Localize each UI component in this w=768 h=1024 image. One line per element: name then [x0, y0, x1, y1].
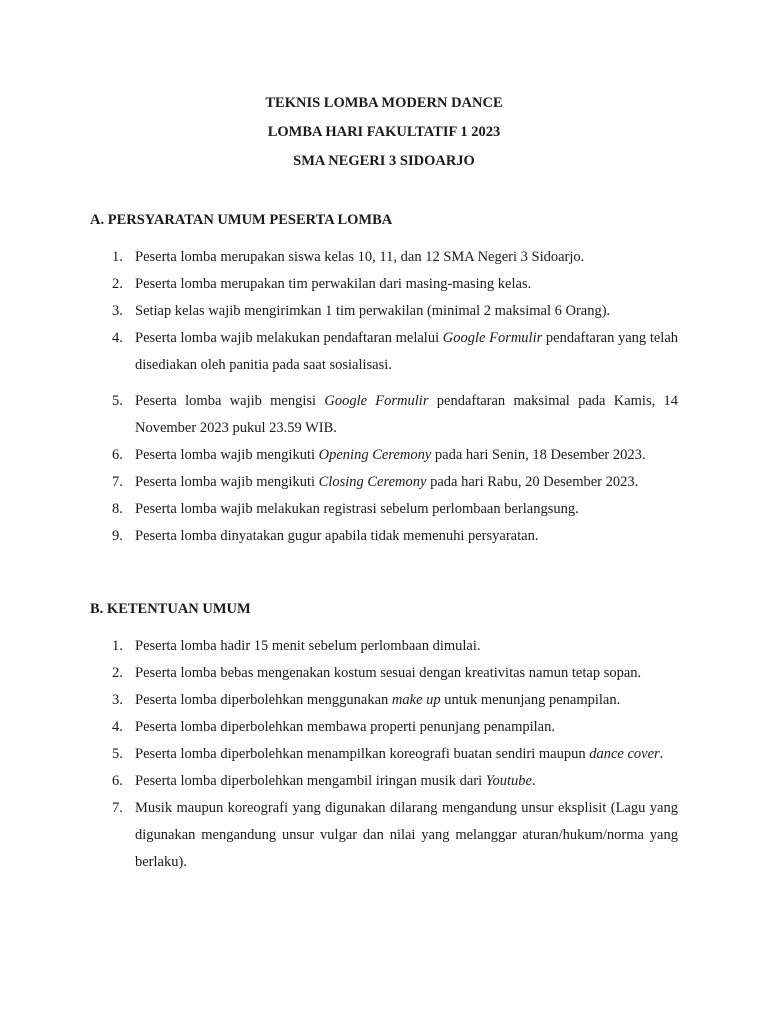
school-title: SMA NEGERI 3 SIDOARJO: [293, 153, 475, 169]
list-item-number: 4.: [112, 719, 123, 735]
section-a-heading: A. PERSYARATAN UMUM PESERTA LOMBA: [90, 212, 393, 228]
italic-term: Google Formulir: [442, 330, 543, 346]
list-item-number: 8.: [112, 501, 123, 517]
list-item-text: Peserta lomba diperbolehkan menggunakan: [135, 692, 392, 708]
list-item-text: untuk menunjang penampilan.: [440, 692, 621, 708]
list-item-text: Peserta lomba merupakan siswa kelas 10, 11, dan 12 SMA Negeri 3 Sidoarjo.: [135, 249, 585, 265]
section-b-list: [0, 633, 768, 876]
italic-term: Google Formulir: [324, 393, 429, 409]
section-b-heading: B. KETENTUAN UMUM: [90, 601, 251, 617]
italic-term: make up: [391, 692, 441, 708]
list-item-number: 5.: [112, 746, 123, 762]
list-item-number: 6.: [112, 773, 123, 789]
list-item-text: Peserta lomba diperbolehkan membawa properti penunjang penampilan.: [135, 719, 555, 735]
list-item-number: 2.: [112, 665, 123, 681]
list-item: [0, 388, 678, 442]
italic-term: Youtube: [485, 773, 532, 789]
event-title: LOMBA HARI FAKULTATIF 1 2023: [267, 124, 501, 140]
section-a-list: [0, 244, 768, 550]
list-item-text: Setiap kelas wajib mengirimkan 1 tim perwakilan (minimal 2 maksimal 6 Orang).: [135, 303, 611, 319]
list-item: [0, 442, 678, 469]
list-item-number: 3.: [112, 303, 123, 319]
list-item-text: Peserta lomba bebas mengenakan kostum sesuai dengan kreativitas namun tetap sopan.: [135, 665, 642, 681]
list-item-text: pada hari Senin, 18 Desember 2023.: [431, 447, 646, 463]
list-item-number: 7.: [112, 474, 123, 490]
list-item: [0, 271, 678, 298]
list-item: [0, 768, 678, 795]
list-item: [0, 523, 678, 550]
list-item-text: .: [659, 746, 664, 762]
list-item-number: 9.: [112, 528, 123, 544]
list-item: [0, 469, 678, 496]
list-item-text: Peserta lomba wajib mengikuti: [135, 447, 319, 463]
list-item-text: .: [531, 773, 536, 789]
list-item-number: 6.: [112, 447, 123, 463]
document-title: TEKNIS LOMBA MODERN DANCE: [265, 95, 503, 111]
list-item-text: Peserta lomba wajib melakukan registrasi sebelum perlombaan berlangsung.: [135, 501, 579, 517]
list-item-number: 2.: [112, 276, 123, 292]
list-item-text: Peserta lomba wajib melakukan pendaftaran melalui: [135, 330, 443, 346]
list-item-text: pendaftaran maksimal pada Kamis, 14 November 2023 pukul 23.59 WIB.: [135, 393, 679, 436]
list-item-number: 7.: [112, 800, 123, 816]
list-item-text: Musik maupun koreografi yang digunakan dilarang mengandung unsur eksplisit (Lagu yang digunakan mengandung unsur vulgar dan nilai yang melanggar aturan/hukum/norma yang berlaku).: [135, 800, 678, 870]
list-item-text: Peserta lomba wajib mengisi: [135, 393, 325, 409]
list-item: [0, 795, 678, 876]
list-item-text: Peserta lomba diperbolehkan mengambil iringan musik dari: [135, 773, 486, 789]
list-item-number: 1.: [112, 638, 123, 654]
list-item: [0, 298, 678, 325]
italic-term: Closing Ceremony: [318, 474, 427, 490]
italic-term: Opening Ceremony: [318, 447, 432, 463]
list-item: [0, 325, 678, 379]
list-item-text: pada hari Rabu, 20 Desember 2023.: [426, 474, 639, 490]
list-item-text: Peserta lomba hadir 15 menit sebelum perlombaan dimulai.: [135, 638, 481, 654]
list-item-number: 5.: [112, 393, 123, 409]
list-item: [0, 496, 678, 523]
list-item-text: pendaftaran yang telah disediakan oleh panitia pada saat sosialisasi.: [135, 330, 679, 373]
list-item: [0, 714, 678, 741]
list-item-text: Peserta lomba dinyatakan gugur apabila tidak memenuhi persyaratan.: [135, 528, 539, 544]
list-item-number: 1.: [112, 249, 123, 265]
list-item-text: Peserta lomba diperbolehkan menampilkan koreografi buatan sendiri maupun: [135, 746, 590, 762]
italic-term: dance cover: [589, 746, 660, 762]
list-item: [0, 741, 678, 768]
list-item: [0, 687, 678, 714]
list-item-number: 4.: [112, 330, 123, 346]
list-item-text: Peserta lomba wajib mengikuti: [135, 474, 319, 490]
list-item-number: 3.: [112, 692, 123, 708]
list-item: [0, 633, 678, 660]
list-item-text: Peserta lomba merupakan tim perwakilan dari masing-masing kelas.: [135, 276, 532, 292]
list-item: [0, 660, 678, 687]
list-item: [0, 244, 678, 271]
